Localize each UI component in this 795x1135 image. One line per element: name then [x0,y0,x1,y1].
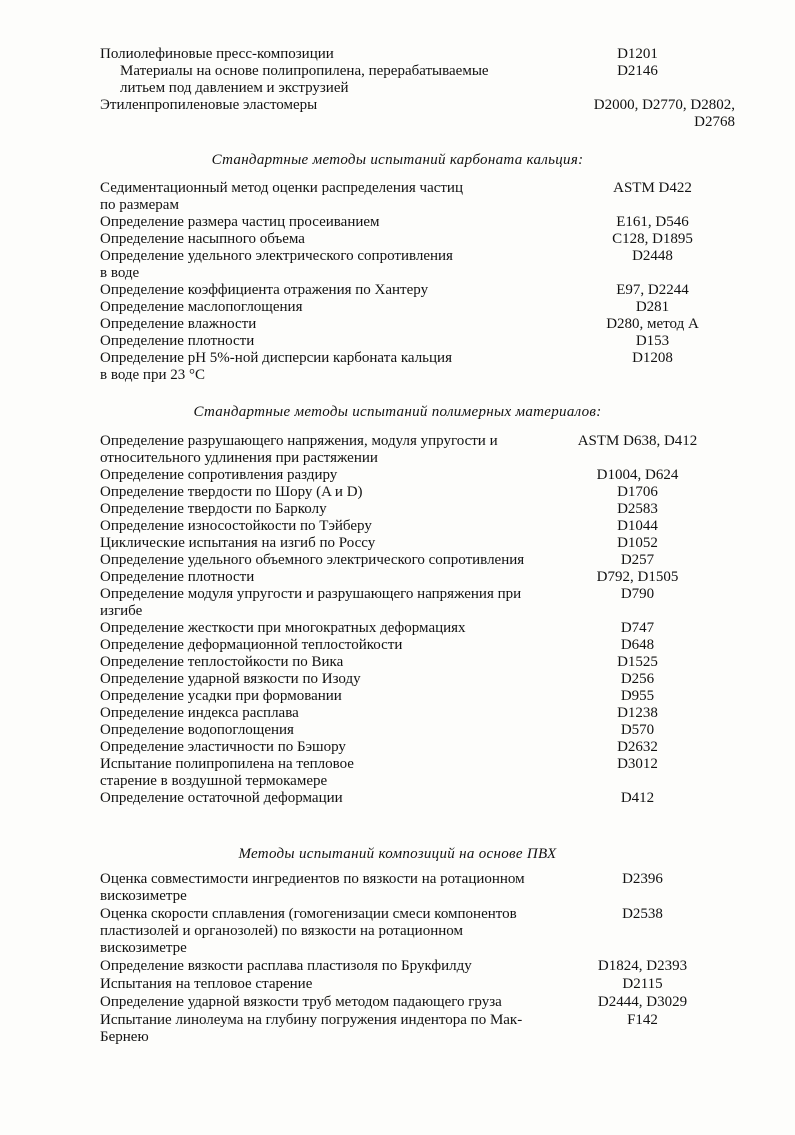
list-item [100,1012,795,1046]
list-item [100,248,795,282]
method-name: Определение твердости по Шору (A и D) [100,484,363,500]
list-item [100,906,795,957]
list-item [100,620,795,637]
method-name: Полиолефиновые пресс-композиции [100,46,334,62]
method-name: Определение теплостойкости по Вика [100,654,344,670]
list-item [100,501,795,518]
method-name: Определение модуля упругости и разрушающего напряжения при изгибе [100,586,522,619]
standard-code: D570 [620,722,655,738]
method-name: Определение размера частиц просеиванием [100,214,380,230]
standard-code: E97, D2244 [616,282,689,298]
method-name: Определение эластичности по Бэшору [100,739,346,755]
standard-code: D1208 [632,350,673,366]
standard-code: D1824, D2393 [597,958,688,974]
standard-code: D281 [635,299,670,315]
list-item [100,552,795,569]
method-name: Определение плотности [100,333,255,349]
method-name: Определение коэффициента отражения по Хантеру [100,282,429,298]
standard-code: D1525 [617,654,658,670]
list-item [100,586,795,620]
list-item [100,333,795,350]
list-item [100,214,795,231]
standard-code: D256 [620,671,655,687]
standard-code: D2115 [622,976,663,992]
list-item [100,180,795,214]
list-item [100,467,795,484]
method-name: Определение усадки при формовании [100,688,342,704]
polymer-methods-list [0,433,795,807]
list-item [100,316,795,333]
section-title-calcium: Стандартные методы испытаний карбоната кальция: [211,152,584,168]
pvc-methods-list [0,871,795,1047]
materials-block [0,46,795,131]
standard-code: D153 [635,333,670,349]
list-item [100,958,795,975]
standard-code: D2000, D2770, D2802, D2768 [593,97,735,130]
method-name: Определение pH 5%-ной дисперсии карбоната кальция в воде при 23 °C [100,350,452,383]
method-name: Испытание линолеума на глубину погружения индентора по Мак-Бернею [100,1012,523,1045]
list-item [100,654,795,671]
method-name: Определение ударной вязкости по Изоду [100,671,361,687]
list-item [100,484,795,501]
standard-code: ASTM D422 [613,180,692,196]
list-item [100,350,795,384]
list-item [100,705,795,722]
method-name: Определение насыпного объема [100,231,305,247]
list-item [100,994,795,1011]
method-name: Определение ударной вязкости труб методом падающего груза [100,994,502,1010]
standard-code: D1238 [617,705,658,721]
method-name: Определение износостойкости по Тэйберу [100,518,372,534]
list-item [100,688,795,705]
list-item [100,790,795,807]
method-name: Определение удельного электрического сопротивления в воде [100,248,453,281]
standard-code: D792, D1505 [596,569,679,585]
standard-code: D2444, D3029 [597,994,688,1010]
list-item [100,535,795,552]
method-name: Определение разрушающего напряжения, модуля упругости и относительного удлинения при растяжении [100,433,498,466]
list-item [100,299,795,316]
standard-code: ASTM D638, D412 [577,433,698,449]
list-item [100,569,795,586]
list-item [100,976,795,993]
method-name: Испытание полипропилена на тепловое старение в воздушной термокамере [100,756,354,789]
method-name: Циклические испытания на изгиб по Россу [100,535,376,551]
standard-code: D257 [620,552,655,568]
standard-code: D2146 [617,63,658,79]
standard-code: D790 [620,586,655,602]
standard-code: D2396 [622,871,663,887]
list-item [100,97,795,131]
list-item [100,671,795,688]
list-item [100,46,795,63]
standard-code: D1044 [617,518,658,534]
standard-code: D1706 [617,484,658,500]
method-name: Определение вязкости расплава пластизоля по Брукфилду [100,958,472,974]
method-name: Определение жесткости при многократных деформациях [100,620,466,636]
method-name: Определение индекса расплава [100,705,299,721]
standard-code: D1004, D624 [596,467,679,483]
list-item [100,433,795,467]
list-item [100,637,795,654]
method-name: Определение маслопоглощения [100,299,303,315]
method-name: Определение влажности [100,316,257,332]
section-title-polymer: Стандартные методы испытаний полимерных материалов: [193,404,602,420]
method-name: Оценка скорости сплавления (гомогенизации смеси компонентов пластизолей и органозолей) по вязкости на ротационном вискозиметре [100,906,517,956]
standard-code: D280, метод A [606,316,699,332]
standard-code: E161, D546 [616,214,689,230]
standard-code: D2538 [622,906,663,922]
method-name: Определение водопоглощения [100,722,294,738]
method-name: Седиментационный метод оценки распределения частиц по размерам [100,180,463,213]
method-name: Определение плотности [100,569,255,585]
method-name: Определение удельного объемного электрического сопротивления [100,552,525,568]
standard-code: C128, D1895 [612,231,693,247]
list-item [100,231,795,248]
standard-code: D412 [620,790,655,806]
list-item [100,756,795,790]
method-name: Этиленпропиленовые эластомеры [100,97,318,113]
method-name: Оценка совместимости ингредиентов по вязкости на ротационном вискозиметре [100,871,525,904]
method-name: Определение остаточной деформации [100,790,343,806]
method-name: Определение деформационной теплостойкости [100,637,403,653]
standard-code: F142 [627,1012,658,1028]
standard-code: D2632 [617,739,658,755]
method-name: Определение сопротивления раздиру [100,467,338,483]
standard-code: D2583 [617,501,658,517]
standard-code: D1201 [617,46,658,62]
standard-code: D2448 [632,248,673,264]
standard-code: D3012 [617,756,658,772]
list-item [100,739,795,756]
list-item [100,63,795,97]
standard-code: D955 [620,688,655,704]
list-item [100,722,795,739]
method-name: Материалы на основе полипропилена, перерабатываемые литьем под давлением и экструзией [120,63,489,96]
method-name: Испытания на тепловое старение [100,976,313,992]
method-name: Определение твердости по Барколу [100,501,327,517]
list-item [100,871,795,905]
calcium-methods-list [0,180,795,384]
section-title-pvc: Методы испытаний композиций на основе ПВХ [238,846,557,862]
standard-code: D648 [620,637,655,653]
standard-code: D747 [620,620,655,636]
standard-code: D1052 [617,535,658,551]
list-item [100,282,795,299]
list-item [100,518,795,535]
